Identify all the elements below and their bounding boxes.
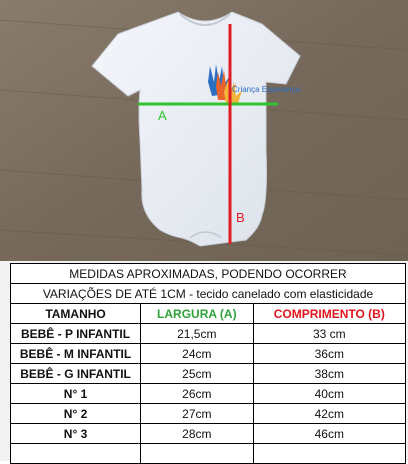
header-row (11, 304, 406, 324)
header-width: LARGURA (A) (141, 304, 254, 324)
size-cell: BEBÊ - M INFANTIL (11, 344, 141, 364)
size-cell: BEBÊ - P INFANTIL (11, 324, 141, 344)
length-cell: 46cm (253, 424, 405, 444)
table-row (11, 384, 406, 404)
width-cell: 25cm (141, 364, 254, 384)
size-cell: BEBÊ - G INFANTIL (11, 364, 141, 384)
notice-line-2: VARIAÇÕES DE ATÉ 1CM - tecido canelado com elasticidade (11, 284, 406, 304)
header-length: COMPRIMENTO (B) (253, 304, 405, 324)
logo-text: Criança Esperança (232, 85, 301, 94)
size-table (10, 263, 406, 464)
width-cell: 24cm (141, 344, 254, 364)
label-a: A (158, 108, 167, 123)
table-row (11, 324, 406, 344)
size-cell: N° 2 (11, 404, 141, 424)
table-row (11, 364, 406, 384)
size-cell: N° 3 (11, 424, 141, 444)
table-row (11, 424, 406, 444)
length-cell: 40cm (253, 384, 405, 404)
size-chart (0, 261, 408, 461)
notice-row-2 (11, 284, 406, 304)
header-size: TAMANHO (11, 304, 141, 324)
length-cell: 38cm (253, 364, 405, 384)
width-cell: 21,5cm (141, 324, 254, 344)
table-row (11, 404, 406, 424)
notice-row-1 (11, 264, 406, 284)
size-cell: N° 1 (11, 384, 141, 404)
width-cell: 28cm (141, 424, 254, 444)
table-row (11, 344, 406, 364)
width-cell: 26cm (141, 384, 254, 404)
length-cell: 42cm (253, 404, 405, 424)
notice-line-1: MEDIDAS APROXIMADAS, PODENDO OCORRER (11, 264, 406, 284)
width-cell: 27cm (141, 404, 254, 424)
length-cell: 36cm (253, 344, 405, 364)
length-cell: 33 cm (253, 324, 405, 344)
label-b: B (236, 210, 245, 225)
